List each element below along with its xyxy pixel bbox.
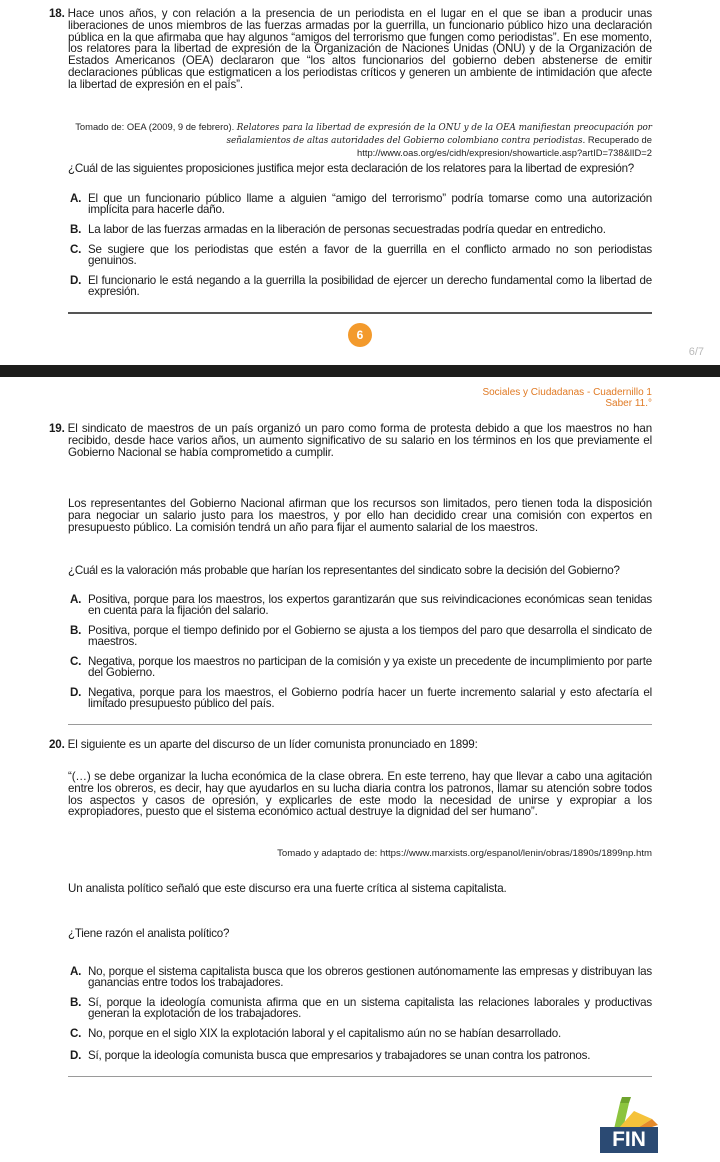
question-18-stem: 18. Hace unos años, y con relación a la presencia de un periodista en el lugar en el que se iban a producir unas liberaciones de unos miembros de las fuerzas armadas por la guerrilla, un funcionario público hizo una declaración pública en la que afirmaba que hay algunos “amigos del terrorismo que fungen como periodistas”. En ese momento, los relatores para la libertad de expresión de la Organización de Naciones Unidas (ONU) y de la Organización de Estados Americanos (OEA) declararon que “los altos funcionarios del gobierno deben abstenerse de emitir declaraciones públicas que estigmaticen a los periodistas críticos y generen un ambiente de intimidación que afecte la libertad de expresión en el país”. (49, 7, 652, 91)
option-d[interactable]: D. Sí, porque la ideología comunista busca que empresarios y trabajadores se unan contra los patronos. (70, 1049, 591, 1062)
booklet-exam: Saber 11.° (605, 397, 652, 409)
option-a[interactable]: A. No, porque el sistema capitalista busca que los obreros gestionen autónomamente las empresas y distribuyan las ganancias entre todos los trabajadores. (70, 965, 652, 989)
option-a[interactable]: A. Positiva, porque para los maestros, los expertos garantizarán que sus reivindicaciones económicas sean tenidas en cuenta para la fijación del salario. (70, 593, 652, 617)
page-counter: 6/7 (688, 346, 704, 358)
question-19-stem: 19. El sindicato de maestros de un país organizó un paro como forma de protesta debido a que los maestros no han recibido, desde hace varios años, un aumento significativo de su salario en los términos en los que previamente el Gobierno Nacional se había comprometido a cumplir. (49, 422, 652, 459)
divider (68, 724, 652, 725)
question-18-prompt-block (68, 162, 652, 175)
question-18-source (68, 121, 652, 158)
question-20-prompt-block (68, 927, 652, 940)
question-19-prompt: ¿Cuál es la valoración más probable que harían los representantes del sindicato sobre la decisión del Gobierno? (68, 564, 620, 577)
question-20-stem: 20. El siguiente es un aparte del discurso de un líder comunista pronunciado en 1899: (49, 738, 478, 751)
question-18-options (68, 193, 652, 297)
question-number: 18. (49, 7, 65, 20)
question-number: 20. (49, 738, 65, 751)
source-prefix: Tomado de: OEA (2009, 9 de febrero). (75, 121, 235, 132)
booklet-header (482, 388, 652, 409)
page-separator (0, 365, 720, 377)
question-19-context (68, 498, 652, 533)
question-number: 19. (49, 422, 65, 435)
question-19-block (49, 422, 652, 459)
question-20-quote-block (68, 771, 652, 818)
question-20-quote: “(…) se debe organizar la lucha económica de la clase obrera. En este terreno, hay que llevar a cabo una agitación entre los obreros, es decir, hay que ayudarlos en su lucha diaria contra los patronos, llamar su atención sobre todos los aspectos y casos de opresión, y explicarles de este modo la necesidad de unirse y expropiar a los expropiadores, puesto que el sistema económico actual destruye la dignidad del ser humano”. (68, 770, 652, 819)
option-d[interactable]: D. Negativa, porque para los maestros, el Gobierno podría hacer un fuerte incremento salarial y esto afectaría el limitado presupuesto público del país. (70, 686, 652, 710)
option-c[interactable]: C. Negativa, porque los maestros no participan de la comisión y ya existe un precedente de incumplimiento por parte del Gobierno. (70, 655, 652, 679)
option-c[interactable]: C. No, porque en el siglo XIX la explotación laboral y el capitalismo aún no se habían desarrollado. (70, 1027, 561, 1040)
divider (68, 1076, 652, 1077)
option-d[interactable]: D. El funcionario le está negando a la guerrilla la posibilidad de ejercer un derecho fundamental como la libertad de expresión. (70, 274, 652, 298)
source-url: Recuperado de http://www.oas.org/es/cidh/expresion/showarticle.asp?artID=738&lID=2 (357, 134, 652, 158)
divider (68, 312, 652, 314)
fin-logo (596, 1095, 662, 1157)
question-19-paragraph: Los representantes del Gobierno Nacional afirman que los recursos son limitados, pero tienen toda la disposición para negociar un salario justo para los maestros, y por ello han decidido crear una comisión con expertos en presupuesto público. La comisión tendrá un año para fijar el aumento salarial de los maestros. (68, 497, 652, 534)
question-19-prompt-block (68, 564, 652, 577)
question-20-source (68, 848, 652, 859)
question-20-prompt: ¿Tiene razón el analista político? (68, 927, 230, 940)
question-19-options (68, 594, 652, 709)
question-18-prompt: ¿Cuál de las siguientes proposiciones justifica mejor esta declaración de los relatores para la libertad de expresión? (68, 162, 634, 175)
booklet-subject: Sociales y Ciudadanas - Cuadernillo 1 (482, 387, 652, 398)
fin-label: FIN (612, 1128, 646, 1151)
page-number-badge: 6 (348, 323, 372, 347)
question-20-analyst: Un analista político señaló que este discurso era una fuerte crítica al sistema capitalista. (68, 882, 507, 895)
source-title: Relatores para la libertad de expresión de la ONU y de la OEA manifiestan preocupación por señalamientos de altas autoridades del Gobierno colombiano contra periodistas. (226, 123, 652, 146)
question-18-block (49, 7, 652, 91)
source-url: Tomado y adaptado de: https://www.marxists.org/espanol/lenin/obras/1890s/1899np.htm (277, 848, 652, 859)
page-top (0, 0, 720, 365)
option-c[interactable]: C. Se sugiere que los periodistas que estén a favor de la guerrilla en el conflicto armado no son periodistas genuinos. (70, 243, 652, 267)
question-20-options (68, 966, 652, 1061)
option-b[interactable]: B. Sí, porque la ideología comunista afirma que en un sistema capitalista las relaciones laborales y productivas generan la explotación de los trabajadores. (70, 996, 652, 1020)
option-b[interactable]: B. La labor de las fuerzas armadas en la liberación de personas secuestradas podría quedar en entredicho. (70, 223, 606, 236)
option-a[interactable]: A. El que un funcionario público llame a alguien “amigo del terrorismo” podría tomarse como una autorización implícita para hacerle daño. (70, 192, 652, 216)
question-20-analyst-block (68, 883, 652, 895)
option-b[interactable]: B. Positiva, porque el tiempo definido por el Gobierno se ajusta a los tiempos del paro que desarrolla el sindicato de maestros. (70, 624, 652, 648)
question-20-block (49, 738, 652, 751)
